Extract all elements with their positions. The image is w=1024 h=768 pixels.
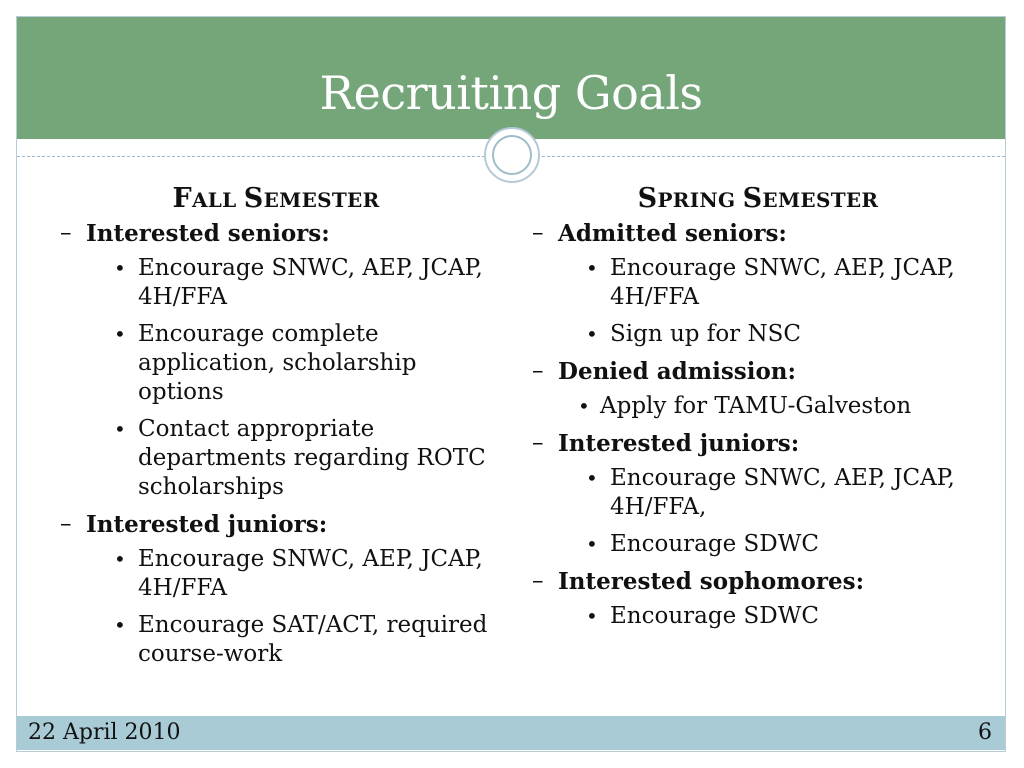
group-label: – Admitted seniors: (532, 220, 787, 247)
list-item: • Encourage SDWC (586, 603, 819, 629)
slide-title: Recruiting Goals (319, 66, 703, 120)
list-item: • Encourage SNWC, AEP, JCAP, 4H/FFA (586, 255, 955, 310)
fall-semester-column (56, 184, 496, 677)
list-item: • Sign up for NSC (586, 321, 801, 347)
list-item: • Encourage SNWC, AEP, JCAP, 4H/FFA (114, 546, 483, 601)
fall-semester-heading: FALL SEMESTER (172, 183, 380, 214)
list-item: • Encourage SDWC (586, 531, 819, 557)
page-number: 6 (978, 720, 992, 745)
list-item: • Encourage complete application, scholarship options (114, 321, 417, 405)
circle-ornament-icon (484, 127, 540, 183)
list-item: • Apply for TAMU-Galveston (578, 393, 912, 419)
list-item: • Encourage SNWC, AEP, JCAP, 4H/FFA (114, 255, 483, 310)
group-label: – Interested sophomores: (532, 568, 865, 595)
spring-semester-column (528, 184, 988, 639)
group-label: – Interested juniors: (532, 430, 800, 457)
list-item: • Contact appropriate departments regarding ROTC scholarships (114, 416, 486, 500)
list-item: • Encourage SNWC, AEP, JCAP, 4H/FFA, (586, 465, 955, 520)
group-label: – Denied admission: (532, 358, 797, 385)
spring-semester-heading: SPRING SEMESTER (637, 183, 879, 214)
list-item: • Encourage SAT/ACT, required course-work (114, 612, 488, 667)
footer-date: 22 April 2010 (28, 720, 181, 745)
group-label: – Interested seniors: (60, 220, 330, 247)
group-label: – Interested juniors: (60, 511, 328, 538)
